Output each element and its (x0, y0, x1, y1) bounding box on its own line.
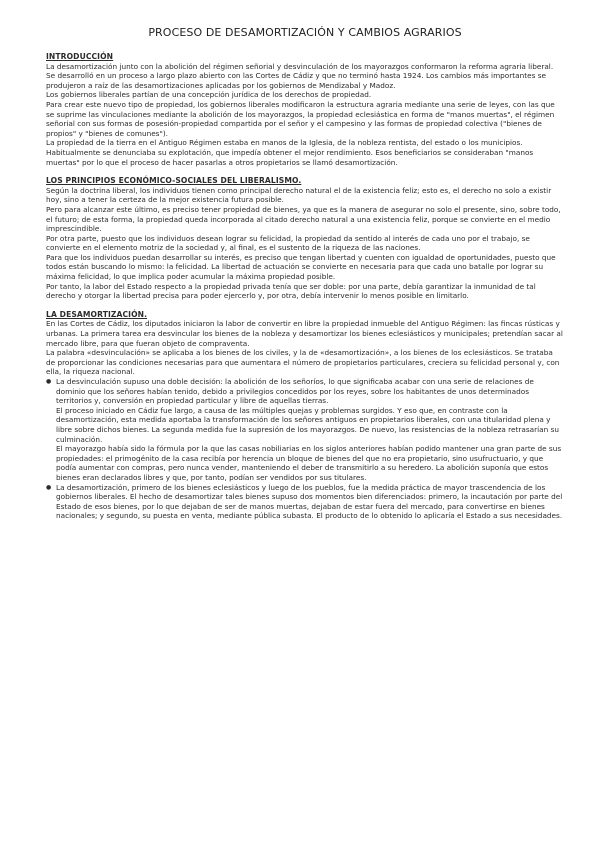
section-heading: INTRODUCCIÓN (46, 52, 114, 61)
section-desamortizacion (46, 310, 564, 521)
paragraph: La desamortización junto con la abolición del régimen señorial y desvinculación de los mayorazgos conformaron la reforma agraria liberal. (46, 61, 554, 71)
section-heading: LOS PRINCIPIOS ECONÓMICO-SOCIALES DEL LIBERALISMO. (46, 176, 302, 186)
bullet-text: ● La desamortización, primero de los bienes eclesiásticos y luego de los pueblos, fue la medida práctica de mayor trascendencia de los gobiernos liberales. El hecho de desamortizar tales bienes supuso dos momentos bien diferenciados: primero, la incautación por parte del Estado de esos bienes, por lo que dejaban de ser de manos muertas, dejaban de estar fuera del mercado, para convertirse en bienes nacionales; y segundo, su puesta en venta, mediante pública subasta. El producto de lo obtenido lo aplicaría el Estado a sus necesidades. (56, 482, 563, 521)
bullet-continuation: El mayorazgo había sido la fórmula por la que las casas nobiliarias en los siglos anteriores habían podido mantener una gran parte de sus propiedades: el primogénito de la casa recibía por herencia un bloque de bienes del que no era propietario, sino usufructuario, y que podía aumentar con compras, pero nunca vender, manteniendo el deber de transmitirlo a su heredero. La abolición suponía que estos bienes eran declarados libres y que, por tanto, podían ser vendidos por sus titulares. (56, 444, 562, 482)
bullet-continuation: El proceso iniciado en Cádiz fue largo, a causa de las múltiples quejas y problemas surgidos. Y eso que, en contraste con la desamortización, esta medida aportaba la transformación de los señores antiguos en propietarios liberales, con una titularidad plena y libre sobre dichos bienes. La segunda medida fue la supresión de los mayorazgos. De nuevo, las resistencias de la nobleza retrasarían su culminación. (56, 405, 559, 444)
paragraph: En las Cortes de Cádiz, los diputados iniciaron la labor de convertir en libre la propiedad inmueble del Antiguo Régimen: las fincas rústicas y urbanas. La primera tarea era desvincular los bienes de la nobleza y desamortizar los bienes eclesiásticos y municipales; pretendían sacar al mercado libre, para que fueran objeto de compraventa. (46, 319, 563, 348)
section-introduccion (46, 52, 564, 167)
bullet-item (46, 377, 564, 483)
paragraph: Por tanto, la labor del Estado respecto a la propiedad privada tenía que ser doble: por una parte, debía garantizar la inmunidad de tal derecho y otorgar la libertad precisa para poder ejercerlo y, por otra, debía intervenir lo menos posible en limitarlo. (46, 281, 536, 301)
paragraph: La palabra «desvinculación» se aplicaba a los bienes de los civiles, y la de «desamortización», a los bienes de los eclesiásticos. Se trataba de proporcionar las condiciones necesarias para que aumentara el número de propietarios particulares, creciera su felicidad personal y, con ella, la riqueza nacional. (46, 348, 560, 377)
bullet-item (46, 483, 564, 521)
bullet-text: ● La desvinculación supuso una doble decisión: la abolición de los señoríos, lo que significaba acabar con una serie de relaciones de dominio que los señores habían tenido, debido a privilegios concedidos por los reyes, sobre los habitantes de unos determinados territorios y, conversión en propiedad particular y libre de aquellas tierras. (56, 377, 534, 406)
paragraph: Según la doctrina liberal, los individuos tienen como principal derecho natural el de la existencia feliz; esto es, el derecho no solo a existir hoy, sino a tener la certeza de la mejor existencia futura posible. (46, 185, 552, 205)
section-spacer (46, 167, 564, 176)
section-principios (46, 176, 564, 301)
section-heading: LA DESAMORTIZACIÓN. (46, 309, 148, 319)
section-spacer (46, 301, 564, 310)
paragraph: Para crear este nuevo tipo de propiedad, los gobiernos liberales modificaron la estructura agraria mediante una serie de leyes, con las que se suprime las vinculaciones mediante la abolición de los mayorazgos, la propiedad eclesiástica en forma de "manos muertas", el régimen señorial con sus formas de posesión-propiedad compartida por el señor y el campesino y las formas de propiedad colectiva ("bienes de propios" y "bienes de comunes"). (46, 99, 555, 138)
paragraph: La propiedad de la tierra en el Antiguo Régimen estaba en manos de la Iglesia, de la nobleza rentista, del estado o los municipios. Habitualmente se denunciaba su explotación, que impedía obtener el mejor rendimiento. Esos beneficiarios se consideraban "manos muertas" por lo que el proceso de hacer pasarlas a otros propietarios se llamó desamortización. (46, 138, 534, 167)
paragraph: Se desarrolló en un proceso a largo plazo abierto con las Cortes de Cádiz y que no terminó hasta 1924. Los cambios más importantes se produjeron a raíz de las desamortizaciones aplicadas por los gobiernos de Mendizabal y Madoz. (46, 71, 546, 90)
bullet-list (46, 377, 564, 521)
document-title: PROCESO DE DESAMORTIZACIÓN Y CAMBIOS AGRARIOS (148, 26, 462, 39)
paragraph: Para que los individuos puedan desarrollar su interés, es preciso que tengan libertad y cuenten con igualdad de oportunidades, puesto que todos están buscando lo mismo: la felicidad. La libertad de actuación se convierte en necesaria para que cada uno batalle por lograr su máxima felicidad, lo que implica poder acumular la máxima propiedad posible. (46, 252, 556, 282)
paragraph: Por otra parte, puesto que los individuos desean lograr su felicidad, la propiedad da sentido al interés de cada uno por el trabajo, se convierte en el elemento motriz de la sociedad y, al final, es el sustento de la riqueza de las naciones. (46, 233, 530, 253)
paragraph: Pero para alcanzar este último, es preciso tener propiedad de bienes, ya que es la manera de asegurar no solo el presente, sino, sobre todo, el futuro; de esta forma, la propiedad queda incorporada al citado derecho natural a una existencia feliz, porque se convierte en el medio imprescindible. (46, 204, 561, 234)
paragraph: Los gobiernos liberales partían de una concepción jurídica de los derechos de propiedad. (46, 90, 372, 100)
